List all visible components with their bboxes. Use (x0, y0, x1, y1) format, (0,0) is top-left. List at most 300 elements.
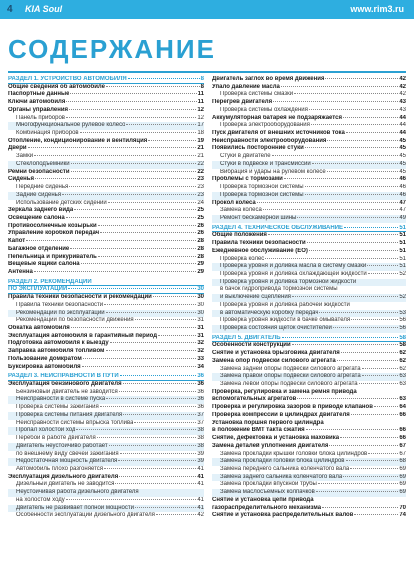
dot-leader (359, 383, 399, 384)
dot-leader (80, 132, 197, 133)
toc-entry[interactable] (8, 246, 204, 254)
dot-leader (104, 304, 196, 305)
toc-entry[interactable] (8, 169, 204, 177)
toc-entry[interactable] (212, 271, 406, 279)
toc-entry[interactable] (212, 207, 406, 215)
toc-page-number: 32 (197, 340, 204, 347)
toc-page-number: 11 (197, 99, 204, 106)
dot-leader (322, 507, 398, 508)
toc-page-number: 11 (197, 91, 204, 98)
toc-section-heading[interactable] (8, 373, 204, 381)
toc-entry[interactable] (8, 261, 204, 269)
toc-entry[interactable] (212, 420, 406, 428)
toc-page-number: 29 (197, 268, 204, 275)
toc-entry-title: Замена левой опоры подвески силового агрегата (220, 381, 358, 388)
toc-entry[interactable] (8, 481, 204, 489)
toc-page-number: 44 (399, 130, 406, 137)
toc-entry-title: Перебои в работе двигателя (16, 435, 96, 442)
toc-page-number: 17 (197, 122, 204, 129)
toc-entry-title: Заправка автомобиля топливом (8, 348, 105, 355)
dot-leader (120, 375, 197, 376)
toc-entry-title: на холостом ходу (16, 496, 65, 503)
toc-page-number: 31 (197, 317, 204, 324)
toc-entry-title: Панель приборов (16, 114, 65, 121)
toc-entry[interactable] (212, 505, 406, 513)
dot-leader (292, 344, 399, 345)
toc-entry[interactable] (8, 238, 204, 246)
toc-entry[interactable] (8, 254, 204, 262)
toc-entry-title: Двигатель не развивает полной мощности (16, 504, 134, 511)
toc-entry-title: Передние сиденья (16, 184, 69, 191)
toc-entry-title: Общие сведения об автомобиле (8, 83, 105, 90)
toc-entry[interactable] (212, 366, 406, 374)
toc-entry[interactable] (212, 381, 406, 389)
toc-section-heading[interactable] (212, 225, 406, 233)
toc-entry[interactable] (8, 215, 204, 223)
toc-section-heading[interactable] (8, 279, 204, 287)
toc-entry-title: Пропал холостой ход (16, 427, 76, 434)
toc-page-number: 22 (197, 168, 204, 175)
toc-entry[interactable] (212, 497, 406, 505)
dot-leader (156, 514, 196, 515)
dot-leader (118, 460, 196, 461)
dot-leader (123, 383, 197, 384)
toc-entry-title: Проверка уровня и доливка тормозной жидкости (220, 278, 357, 285)
toc-page-number: 74 (399, 512, 406, 519)
toc-entry[interactable] (8, 427, 204, 435)
toc-entry[interactable] (8, 200, 204, 208)
toc-entry[interactable] (8, 223, 204, 231)
toc-entry[interactable] (8, 230, 204, 238)
toc-entry[interactable] (212, 373, 406, 381)
toc-entry[interactable] (212, 458, 406, 466)
toc-entry[interactable] (212, 396, 406, 404)
site-url[interactable]: www.rim3.ru (350, 4, 404, 14)
toc-page-number: 66 (399, 411, 406, 418)
toc-entry-title: Эксплуатация автомобиля в гарантийный период (8, 332, 158, 339)
toc-entry[interactable] (212, 302, 406, 310)
toc-page-number: 42 (197, 512, 204, 519)
toc-entry[interactable] (8, 161, 204, 169)
dot-leader (305, 147, 399, 148)
toc-page-number: 70 (399, 504, 406, 511)
dot-leader (83, 358, 197, 359)
toc-entry[interactable] (212, 263, 406, 271)
toc-page-number: 62 (399, 365, 406, 372)
toc-entry[interactable] (8, 348, 204, 356)
toc-entry-title: Правила техники безопасности (212, 240, 306, 247)
toc-entry[interactable] (212, 435, 406, 443)
toc-entry[interactable] (212, 474, 406, 482)
toc-entry-title: в бачок гидропривода тормозной системы (220, 286, 338, 293)
toc-entry[interactable] (212, 130, 406, 138)
toc-page-number: 26 (197, 230, 204, 237)
toc-entry[interactable] (212, 412, 406, 420)
toc-entry-title: Недостаточная мощность двигателя (16, 458, 118, 465)
dot-leader (327, 140, 398, 141)
toc-entry-title: Рекомендации по эксплуатации (16, 309, 105, 316)
toc-entry[interactable] (212, 84, 406, 92)
dot-leader (344, 227, 398, 228)
toc-entry-title: Проверка системы смазки (220, 91, 294, 98)
toc-entry-title: Освещение салона (8, 214, 65, 221)
toc-entry-title: Проверка уровня и доливка охлаждающей жидкости (220, 270, 367, 277)
toc-entry[interactable] (8, 489, 204, 497)
toc-entry[interactable] (8, 451, 204, 459)
toc-entry-title: Проблемы с тормозами (212, 176, 283, 183)
toc-entry[interactable] (8, 153, 204, 161)
toc-entry-title: Неисправности электрооборудования (212, 137, 327, 144)
toc-entry-title: Стеклоподъемники (16, 160, 70, 167)
toc-entry-title: Комбинация приборов (16, 130, 79, 137)
dot-leader (134, 422, 196, 423)
toc-entry[interactable] (8, 412, 204, 420)
toc-entry[interactable] (212, 310, 406, 318)
toc-entry[interactable] (212, 169, 406, 177)
dot-leader (305, 194, 399, 195)
toc-entry-title: Стуки в двигателе (220, 153, 271, 160)
toc-entry[interactable] (212, 512, 406, 520)
toc-entry-title: Замена прокладки крышки головки блока цилиндров (220, 450, 368, 457)
toc-entry[interactable] (8, 130, 204, 138)
toc-entry[interactable] (8, 317, 204, 325)
toc-entry[interactable] (212, 76, 406, 84)
toc-entry[interactable] (8, 396, 204, 404)
toc-entry-title: РАЗДЕЛ 2. РЕКОМЕНДАЦИИ (8, 278, 92, 285)
toc-page-number: 34 (197, 363, 204, 370)
dot-leader (368, 273, 399, 274)
page-number: 4 (7, 4, 13, 15)
toc-entry-title: Использование детских сидений (16, 199, 107, 206)
toc-entry[interactable] (8, 138, 204, 146)
toc-page-number: 62 (399, 357, 406, 364)
dot-leader (128, 78, 200, 79)
toc-entry[interactable] (8, 107, 204, 115)
toc-entry[interactable] (8, 325, 204, 333)
dot-leader (110, 342, 197, 343)
toc-entry[interactable] (212, 481, 406, 489)
toc-page-number: 8 (200, 83, 204, 90)
dot-leader (100, 232, 196, 233)
dot-leader (104, 468, 196, 469)
dot-leader (265, 258, 398, 259)
toc-page-number: 45 (399, 153, 406, 160)
toc-page-number: 47 (399, 199, 406, 206)
toc-entry[interactable] (8, 207, 204, 215)
toc-entry[interactable] (8, 381, 204, 389)
toc-entry-title: Управление коробкой передач (8, 230, 100, 237)
toc-page-number: 41 (197, 504, 204, 511)
toc-page-number: 38 (197, 427, 204, 434)
dot-leader (367, 265, 398, 266)
toc-entry-title: в положение ВМТ такта сжатия (212, 427, 305, 434)
toc-entry[interactable] (212, 91, 406, 99)
toc-entry[interactable] (8, 176, 204, 184)
dot-leader (333, 327, 398, 328)
dot-leader (309, 109, 398, 110)
toc-entry[interactable] (8, 84, 204, 92)
toc-entry-title: Проверка компрессии в цилиндрах двигателя (212, 411, 350, 418)
toc-page-number: 21 (197, 145, 204, 152)
dot-leader (76, 429, 196, 430)
toc-entry[interactable] (212, 489, 406, 497)
toc-page-number: 41 (197, 465, 204, 472)
toc-entry-title: Зеркала заднего вида (8, 207, 74, 214)
dot-leader (350, 468, 398, 469)
toc-page-number: 30 (197, 309, 204, 316)
toc-entry[interactable] (8, 474, 204, 482)
toc-entry[interactable] (8, 115, 204, 123)
toc-page-number: 47 (399, 207, 406, 214)
dot-leader (325, 78, 398, 79)
dot-leader (297, 398, 398, 399)
toc-entry[interactable] (212, 184, 406, 192)
toc-entry-title: Замена правой опоры подвески силового агрегата (220, 373, 361, 380)
dot-leader (362, 375, 399, 376)
toc-entry[interactable] (8, 497, 204, 505)
toc-entry[interactable] (212, 107, 406, 115)
toc-entry[interactable] (8, 443, 204, 451)
toc-entry[interactable] (8, 310, 204, 318)
toc-page-number: 58 (399, 334, 406, 341)
toc-entry[interactable] (212, 279, 406, 287)
dot-leader (329, 445, 398, 446)
dot-leader (294, 93, 398, 94)
dot-leader (123, 414, 196, 415)
toc-entry[interactable] (8, 99, 204, 107)
toc-entry-title: Проверка тормозной системы (220, 191, 304, 198)
toc-entry-title: Проверка тормозной системы (220, 184, 304, 191)
toc-entry-title: Установка поршня первого цилиндра (212, 419, 324, 426)
toc-entry-title: Замена задней опоры подвески силового агрегата (220, 365, 361, 372)
toc-page-number: 69 (399, 481, 406, 488)
toc-entry[interactable] (212, 256, 406, 264)
dot-leader (292, 296, 398, 297)
toc-entry[interactable] (212, 161, 406, 169)
toc-entry[interactable] (212, 317, 406, 325)
toc-entry[interactable] (212, 443, 406, 451)
toc-entry[interactable] (8, 145, 204, 153)
toc-entry-title: Проверка системы охлаждения (220, 106, 308, 113)
toc-page-number: 39 (197, 450, 204, 457)
toc-page-number: 56 (399, 325, 406, 331)
toc-entry[interactable] (8, 269, 204, 277)
toc-entry[interactable] (212, 200, 406, 208)
toc-entry[interactable] (8, 466, 204, 474)
toc-entry[interactable] (212, 294, 406, 302)
dot-leader (307, 242, 399, 243)
toc-entry[interactable] (212, 115, 406, 123)
dot-leader (343, 476, 398, 477)
toc-page-number: 43 (399, 99, 406, 106)
toc-entry-title: Двигатель неустойчиво работает (16, 442, 108, 449)
dot-leader (351, 319, 398, 320)
dot-leader (153, 296, 196, 297)
toc-entry-title: РАЗДЕЛ 1. УСТРОЙСТВО АВТОМОБИЛЯ (8, 76, 127, 82)
toc-entry[interactable] (8, 91, 204, 99)
toc-page-number: 26 (197, 222, 204, 229)
toc-entry-title: Паспортные данные (8, 91, 70, 98)
dot-leader (106, 86, 200, 87)
toc-section-heading[interactable] (212, 335, 406, 343)
toc-entry-title: Снятие и установка распределительных валов (212, 512, 354, 519)
toc-entry[interactable] (212, 466, 406, 474)
toc-page-number: 43 (399, 106, 406, 113)
dot-leader (34, 271, 196, 272)
dot-leader (318, 483, 398, 484)
toc-entry-title: Прокол колеса (212, 199, 256, 206)
toc-entry[interactable] (8, 340, 204, 348)
toc-entry[interactable] (8, 302, 204, 310)
toc-entry[interactable] (8, 404, 204, 412)
toc-entry[interactable] (212, 248, 406, 256)
toc-entry-title: Особенности эксплуатации дизельного двигателя (16, 512, 155, 519)
toc-entry-title: Пепельница и прикуриватель (8, 253, 97, 260)
toc-page-number: 12 (197, 114, 204, 121)
toc-page-number: 52 (399, 270, 406, 277)
toc-page-number: 36 (197, 381, 204, 388)
toc-entry[interactable] (212, 138, 406, 146)
toc-section-heading[interactable] (8, 286, 204, 294)
dot-leader (28, 147, 197, 148)
toc-page-number: 44 (399, 114, 406, 121)
dot-leader (126, 124, 196, 125)
toc-entry-title: Неисправности в системе пуска (16, 396, 106, 403)
toc-entry[interactable] (212, 176, 406, 184)
toc-entry-title: Замена опор подвески силового агрегата (212, 357, 336, 364)
toc-page-number: 23 (197, 176, 204, 183)
toc-entry-title: Упало давление масла (212, 83, 280, 90)
page-title: СОДЕРЖАНИЕ (8, 34, 216, 64)
toc-page-number: 46 (399, 176, 406, 183)
toc-entry-title: Проверка и регулировка зазоров в приводе клапанов (212, 404, 373, 411)
toc-entry-title: в автоматическую коробку передач (220, 309, 319, 316)
toc-entry[interactable] (212, 451, 406, 459)
toc-page-number: 49 (399, 214, 406, 221)
toc-entry[interactable] (212, 325, 406, 333)
toc-page-number: 22 (197, 160, 204, 167)
toc-entry[interactable] (8, 192, 204, 200)
toc-entry[interactable] (212, 427, 406, 435)
toc-entry[interactable] (212, 350, 406, 358)
toc-page-number: 28 (197, 253, 204, 260)
toc-page-number: 28 (197, 238, 204, 245)
toc-page-number: 66 (399, 427, 406, 434)
toc-section-heading[interactable] (8, 76, 204, 84)
toc-entry-title: Подготовка автомобиля к выезду (8, 340, 109, 347)
dot-leader (272, 155, 399, 156)
dot-leader (148, 140, 196, 141)
toc-page-number: 37 (197, 411, 204, 418)
toc-entry[interactable] (212, 342, 406, 350)
toc-page-number: 39 (197, 458, 204, 465)
toc-entry[interactable] (212, 215, 406, 223)
dot-leader (35, 178, 196, 179)
toc-entry[interactable] (212, 404, 406, 412)
toc-page-number: 63 (399, 373, 406, 380)
toc-entry-title: Ключи автомобиля (8, 99, 66, 106)
toc-entry[interactable] (8, 356, 204, 364)
dot-leader (70, 93, 196, 94)
dot-leader (346, 460, 399, 461)
toc-entry-title: и выключение сцепления (220, 294, 291, 301)
toc-entry[interactable] (212, 358, 406, 366)
toc-entry-title: Многофункциональное рулевое колесо (16, 122, 126, 129)
dot-leader (62, 194, 196, 195)
toc-entry[interactable] (8, 505, 204, 513)
toc-entry[interactable] (212, 122, 406, 130)
toc-entry-title: Проверка уровня и доливка масла в систему смазки (220, 263, 367, 270)
toc-entry[interactable] (8, 184, 204, 192)
toc-entry[interactable] (8, 333, 204, 341)
toc-entry[interactable] (212, 192, 406, 200)
toc-entry[interactable] (212, 389, 406, 397)
toc-page-number: 45 (399, 145, 406, 152)
toc-page-number: 18 (197, 130, 204, 137)
toc-page-number: 69 (399, 473, 406, 480)
dot-leader (120, 453, 197, 454)
toc-entry[interactable] (212, 232, 406, 240)
dot-leader (81, 263, 197, 264)
toc-page-number: 41 (197, 496, 204, 503)
dot-leader (66, 499, 197, 500)
toc-page-number: 37 (197, 419, 204, 426)
toc-page-number: 46 (399, 184, 406, 191)
toc-entry[interactable] (8, 512, 204, 520)
toc-entry-title: Автомобиль плохо разгоняется (16, 465, 104, 472)
toc-left-column (8, 76, 204, 520)
toc-entry[interactable] (8, 435, 204, 443)
dot-leader (273, 101, 398, 102)
dot-leader (312, 163, 399, 164)
dot-leader (106, 398, 196, 399)
toc-entry[interactable] (212, 286, 406, 294)
toc-entry[interactable] (212, 153, 406, 161)
toc-entry-title: РАЗДЕЛ 5. ДВИГАТЕЛЬ (212, 334, 281, 341)
toc-entry[interactable] (212, 240, 406, 248)
toc-page-number: 28 (197, 245, 204, 252)
toc-page-number: 30 (197, 294, 204, 301)
toc-entry[interactable] (8, 389, 204, 397)
toc-page-number: 25 (197, 214, 204, 221)
toc-entry-title: Буксировка автомобиля (8, 363, 81, 370)
dot-leader (319, 312, 398, 313)
toc-page-number: 21 (197, 153, 204, 160)
toc-page-number: 38 (197, 435, 204, 442)
toc-entry-title: Проверка колес (220, 255, 265, 262)
toc-entry-title: Замена прокладки головки блока цилиндров (220, 458, 345, 465)
dot-leader (362, 368, 399, 369)
dot-leader (98, 225, 197, 226)
toc-entry-title: Проверка уровня жидкости в бачке омывателя (220, 317, 351, 324)
toc-entry-title: вспомогательных агрегатов (212, 396, 297, 403)
toc-page-number: 33 (197, 355, 204, 362)
toc-entry-title: Замена прокладки впускной трубы (220, 481, 317, 488)
toc-entry-title: Неисправности системы впрыска топлива (16, 419, 134, 426)
toc-entry-title: Замена переднего сальника коленчатого вала (220, 465, 350, 472)
toc-entry-title: Появились посторонние стуки (212, 145, 304, 152)
toc-entry[interactable] (8, 458, 204, 466)
toc-entry[interactable] (8, 420, 204, 428)
toc-entry[interactable] (212, 99, 406, 107)
toc-page-number: 23 (197, 184, 204, 191)
toc-entry[interactable] (8, 294, 204, 302)
toc-entry[interactable] (8, 122, 204, 130)
toc-entry[interactable] (212, 145, 406, 153)
toc-page-number: 8 (200, 76, 204, 82)
toc-entry[interactable] (8, 364, 204, 372)
dot-leader (69, 186, 196, 187)
